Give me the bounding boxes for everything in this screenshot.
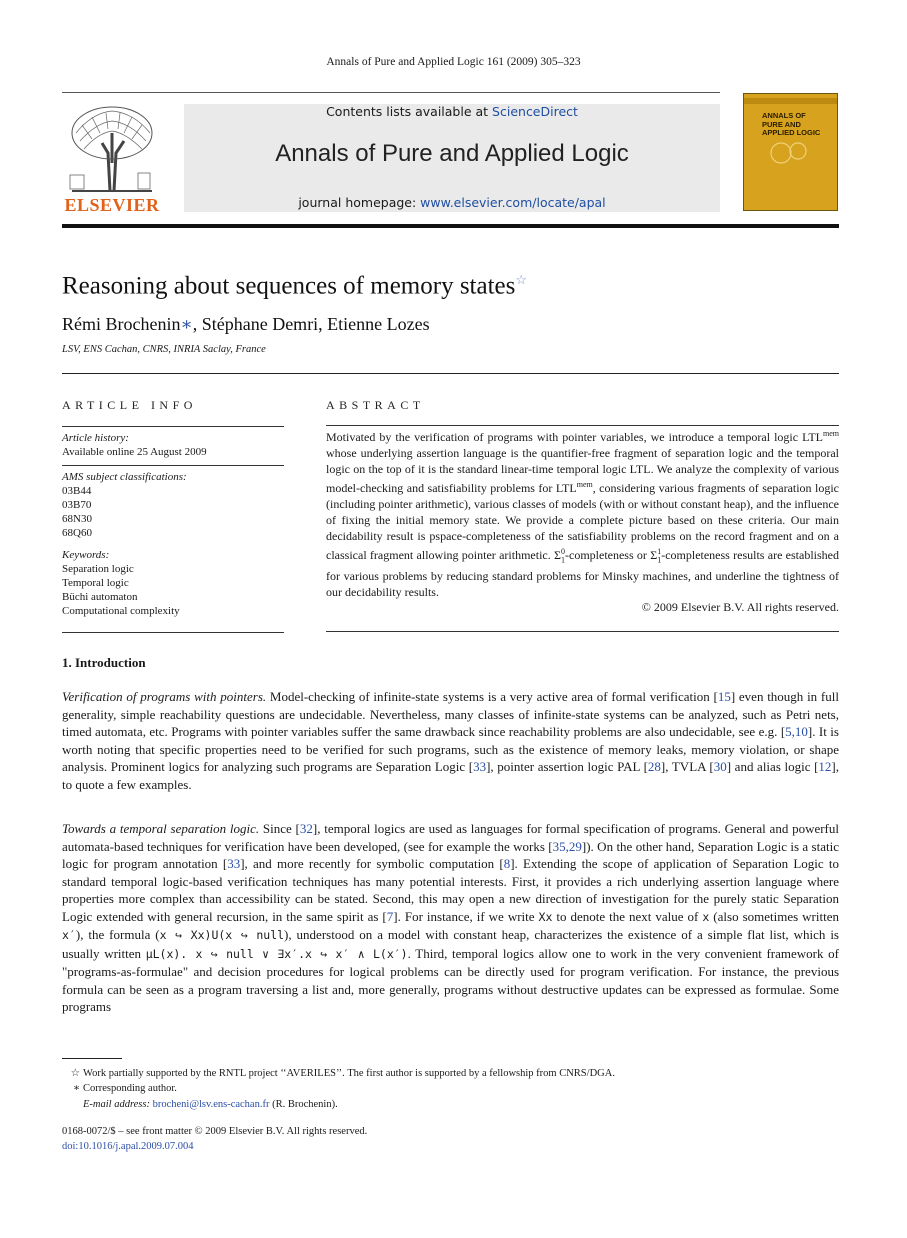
corresponding-author-mark[interactable]: ∗ bbox=[180, 314, 193, 334]
co-authors: , Stéphane Demri, Etienne Lozes bbox=[192, 314, 430, 334]
abstract-top-rule bbox=[326, 425, 839, 426]
author-brochenin[interactable]: Rémi Brochenin bbox=[62, 314, 181, 334]
keyword: Büchi automaton bbox=[62, 591, 138, 603]
email-link[interactable]: brocheni@lsv.ens-cachan.fr bbox=[152, 1099, 270, 1110]
article-title-text: Reasoning about sequences of memory states bbox=[62, 272, 516, 300]
article-history bbox=[62, 427, 284, 465]
elsevier-wordmark: ELSEVIER bbox=[64, 195, 160, 215]
contents-prefix: Contents lists available at bbox=[326, 104, 493, 119]
footnote-1 bbox=[62, 1066, 615, 1081]
title-rule bbox=[62, 373, 839, 374]
keywords-block bbox=[62, 546, 284, 624]
author-list bbox=[62, 314, 430, 335]
reference-link[interactable]: 8 bbox=[503, 856, 511, 871]
ams-code: 68N30 bbox=[62, 513, 92, 525]
section-heading: 1. Introduction bbox=[62, 655, 146, 670]
abstract-bottom-rule bbox=[326, 631, 839, 632]
header-thick-rule bbox=[62, 224, 839, 228]
journal-cover[interactable] bbox=[743, 93, 838, 211]
elsevier-tree-icon bbox=[62, 103, 162, 193]
reference-link[interactable]: 15 bbox=[717, 689, 731, 704]
abstract-column bbox=[326, 398, 839, 615]
doi-link[interactable]: doi:10.1016/j.apal.2009.07.004 bbox=[62, 1141, 194, 1152]
journal-citation: Annals of Pure and Applied Logic 161 (2009) 305–323 bbox=[326, 56, 581, 68]
contents-line bbox=[184, 104, 720, 119]
reference-link[interactable]: 5,10 bbox=[785, 724, 808, 739]
article-info-column bbox=[62, 398, 284, 624]
publisher-logo[interactable] bbox=[62, 103, 162, 215]
doi-line bbox=[62, 1139, 194, 1154]
cover-title: ANNALS OF PURE AND APPLIED LOGIC bbox=[762, 111, 821, 137]
footnote-2 bbox=[62, 1081, 177, 1096]
email-label: E-mail address: bbox=[83, 1099, 150, 1110]
footnote-rule bbox=[62, 1058, 122, 1059]
title-footnote-mark[interactable]: ☆ bbox=[515, 272, 528, 287]
footnote-text: Corresponding author. bbox=[83, 1083, 177, 1094]
reference-link[interactable]: 33 bbox=[473, 759, 487, 774]
email-suffix: (R. Brochenin). bbox=[269, 1099, 338, 1110]
ams-code: 68Q60 bbox=[62, 527, 92, 539]
body-paragraph: Towards a temporal separation logic. Since [32], temporal logics are used as languages for formal specification of programs. General and powerful automata-based techniques for verification have been developed, (see for example the works [35,29]). On the other hand, Separation Logic is a static logic for program annotation [33], and more recently for symbolic computation [8]. Extending the scope of application of Separation Logic to standard temporal logic-based verification techniques has many potential interests. First, it provides a rich underlying assertion language where properties more complex than accessibility can be stated. Second, this may open a new direction of investigation for the purely static Separation Logic extended with general recursion, in the same spirit as [7]. For instance, if we write Xx to denote the next value of x (also sometimes written x′), the formula (x ↪ Xx)U(x ↪ null), understood on a model with constant heap, characterizes the existence of a simple flat list, which is usually written μL(x). x ↪ null ∨ ∃x′.x ↪ x′ ∧ L(x′). Third, temporal logics allow one to work in the very convenient framework of "programs-as-formulae" and decision procedures for logical problems can be directly used for program verification. For instance, the previous formula can be seen as a program traversing a list and, more generally, programs without destructive updates can be expressed as formulae. Some programs bbox=[62, 821, 839, 1014]
footnote-mark: ∗ bbox=[72, 1083, 80, 1094]
footnote-mark: ☆ bbox=[70, 1068, 80, 1079]
article-info-heading: ARTICLE INFO bbox=[62, 398, 197, 412]
info-bottom-rule bbox=[62, 632, 284, 633]
header-rule bbox=[62, 92, 720, 93]
reference-link[interactable]: 30 bbox=[713, 759, 727, 774]
abstract-copyright: © 2009 Elsevier B.V. All rights reserved. bbox=[641, 600, 839, 615]
keyword: Temporal logic bbox=[62, 577, 129, 589]
journal-banner bbox=[184, 104, 720, 212]
sciencedirect-link[interactable]: ScienceDirect bbox=[492, 104, 578, 119]
keywords-label: Keywords: bbox=[62, 549, 110, 561]
keyword: Separation logic bbox=[62, 563, 134, 575]
reference-link[interactable]: 7 bbox=[386, 908, 394, 924]
reference-link[interactable]: 33 bbox=[227, 856, 241, 871]
history-label: Article history: bbox=[62, 432, 129, 444]
homepage-link[interactable]: www.elsevier.com/locate/apal bbox=[420, 195, 606, 210]
cover-strip bbox=[744, 98, 837, 104]
body-paragraph: Verification of programs with pointers. Model-checking of infinite-state systems is a very active area of formal verification [15] even though in full generality, simple reachability questions are undecidable. Nevertheless, many classes of infinite-state systems can be analyzed, such as Petri nets, timed automata, etc. Programs with pointer variables suffer the same drawback since reachability problems are also undecidable, see e.g. [5,10]. It is worth noting that specific properties need to be verified for such programs, such as the existence of memory leaks, memory violation, or shape analysis. Prominent logics for analyzing such programs are Separation Logic [33], pointer assertion logic PAL [28], TVLA [30] and alias logic [12], to quote a few examples. bbox=[62, 689, 839, 792]
email-footnote bbox=[83, 1097, 338, 1112]
reference-link[interactable]: 28 bbox=[647, 759, 661, 774]
journal-title: Annals of Pure and Applied Logic bbox=[275, 140, 629, 167]
reference-link[interactable]: 12 bbox=[818, 759, 832, 774]
homepage-line bbox=[184, 195, 720, 210]
ams-classifications bbox=[62, 466, 284, 546]
footnote-text: Work partially supported by the RNTL project ‘‘AVERILES’’. The first author is supported by a fellowship from CNRS/DGA. bbox=[83, 1068, 615, 1079]
keyword: Computational complexity bbox=[62, 605, 180, 617]
issn-line: 0168-0072/$ – see front matter © 2009 Elsevier B.V. All rights reserved. bbox=[62, 1126, 368, 1137]
abstract-heading: ABSTRACT bbox=[326, 398, 425, 412]
affiliation: LSV, ENS Cachan, CNRS, INRIA Saclay, France bbox=[62, 344, 266, 355]
reference-link[interactable]: 35,29 bbox=[552, 838, 582, 854]
article-title bbox=[62, 272, 527, 300]
ams-code: 03B70 bbox=[62, 499, 92, 511]
abstract-text: Motivated by the verification of programs with pointer variables, we introduce a temporal logic $LTL^{mem}$ whose underlying assertion language is the quantifier-free fragment of separation logic and the temporal logic on the top of it is the standard linear-time temporal logic LTL. We analyze the complexity of various model-checking and satisfiability problems for $LTL^{mem}$, considering various fragments of separation logic (including pointer arithmetic), various classes of models (with or without constant heap), and the influence of fixing the initial memory state. We provide a complete picture based on these criteria. Our main decidability result is pspace-completeness of the satisfiability problems on the record fragment and on a classical fragment allowing pointer arithmetic. $\Sigma_1^0$-completeness or $\Sigma_1^1$-completeness results are established for various problems by reducing standard problems for Minsky machines, and underline the tightness of our decidability results. bbox=[326, 429, 839, 600]
ams-code: 03B44 bbox=[62, 485, 92, 497]
ams-label: AMS subject classifications: bbox=[62, 471, 187, 483]
homepage-prefix: journal homepage: bbox=[298, 195, 421, 210]
history-value: Available online 25 August 2009 bbox=[62, 446, 207, 458]
reference-link[interactable]: 32 bbox=[299, 821, 313, 836]
cover-emblem-icon bbox=[766, 138, 816, 168]
